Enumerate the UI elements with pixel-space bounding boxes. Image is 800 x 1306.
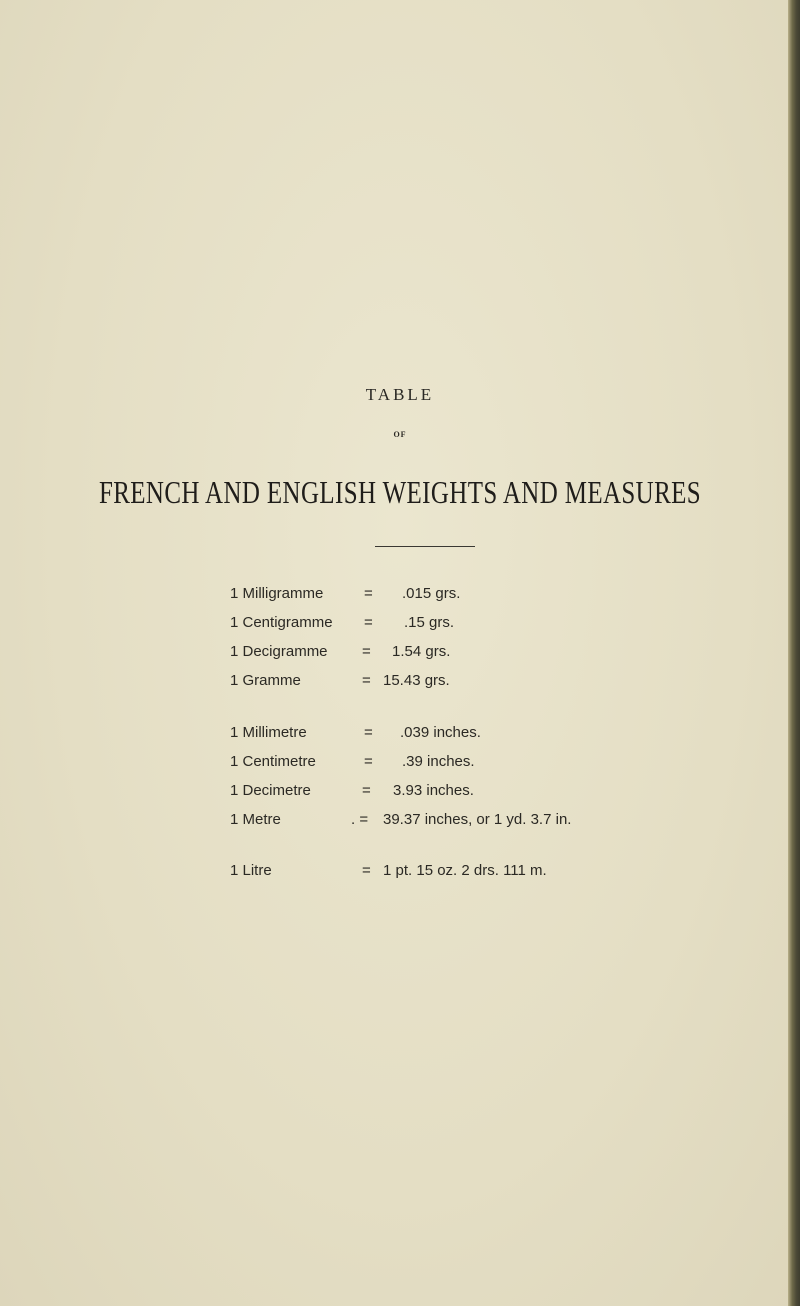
unit-label: 1 Millimetre [230,724,307,741]
unit-value: .39 inches. [402,753,475,770]
unit-value: .039 inches. [400,724,481,741]
unit-value: 1 pt. 15 oz. 2 drs. 111 m. [383,862,547,879]
unit-label: 1 Centimetre [230,753,316,770]
unit-label: 1 Gramme [230,672,301,689]
unit-label: 1 Metre [230,811,281,828]
pre-title: TABLE [365,385,435,404]
title-rule [375,546,475,547]
equals-sign: = [364,614,373,631]
unit-value: .015 grs. [402,585,461,602]
equals-sign: . = [351,811,369,828]
unit-value: .15 grs. [404,614,455,631]
equals-sign: = [364,753,373,770]
unit-value: 39.37 inches, or 1 yd. 3.7 in. [383,811,572,828]
unit-label: 1 Decigramme [230,643,328,660]
unit-label: 1 Litre [230,862,272,879]
page-title: FRENCH AND ENGLISH WEIGHTS AND MEASURES [98,474,702,510]
equals-sign: = [362,782,371,799]
unit-label: 1 Decimetre [230,782,311,799]
page-edge [788,0,800,1306]
unit-value: 3.93 inches. [393,782,474,799]
equals-sign: = [364,724,373,741]
equals-sign: = [362,862,371,879]
equals-sign: = [362,672,371,689]
unit-value: 15.43 grs. [383,672,450,689]
equals-sign: = [362,643,371,660]
unit-value: 1.54 grs. [392,643,451,660]
unit-label: 1 Milligramme [230,585,324,602]
unit-label: 1 Centigramme [230,614,333,631]
of-word: OF [393,430,407,439]
equals-sign: = [364,585,373,602]
